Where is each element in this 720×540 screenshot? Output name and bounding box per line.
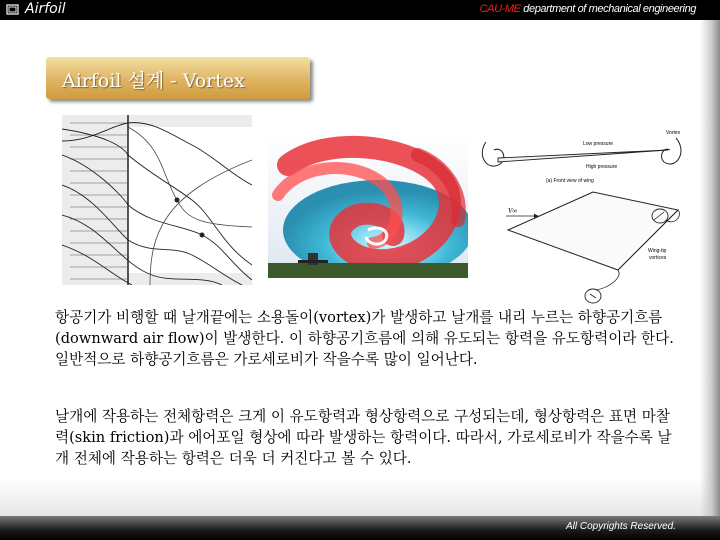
- slide-title: Airfoil 설계 - Vortex: [62, 70, 245, 92]
- header-bar: [0, 0, 720, 20]
- department-accent: CAU-ME: [479, 3, 521, 15]
- wingtip-vortex-photo: [268, 135, 468, 278]
- wing-caption: (a) Front view of wing: [546, 178, 594, 184]
- slide-title-box: [46, 57, 310, 99]
- wing-label-v: V∞: [508, 207, 518, 215]
- header-title: Airfoil: [25, 1, 66, 17]
- wing-vortex-schematic: [478, 120, 688, 305]
- paragraph-total-drag: 날개에 작용하는 전체항력은 크게 이 유도항력과 형상항력으로 구성되는데, 형상항력은 표면 마찰력(skin friction)과 에어포일 형상에 따라 발생하는 항력이다. 따라서, 가로세로비가 작을수록 날개 전체에 작용하는 항력은 더욱 더 커진다고 볼 수 있다.: [55, 408, 672, 467]
- wing-label-tip2: vortices: [649, 255, 667, 261]
- slide-right-edge: [700, 20, 720, 540]
- wing-label-high: High pressure: [586, 164, 618, 170]
- header-department: [480, 3, 696, 15]
- copyright-text: All Copyrights Reserved.: [565, 521, 676, 532]
- wing-label-low: Low pressure: [583, 141, 614, 147]
- paragraph-induced-drag: 항공기가 비행할 때 날개끝에는 소용돌이(vortex)가 발생하고 날개를 내리 누르는 하향공기흐름(downward air flow)이 발생한다. 이 하향공기흐름에 의해 유도되는 항력을 유도항력이라 한다. 일반적으로 하향공기흐름은 가로세로비가 작을수록 많이 일어난다.: [55, 309, 674, 368]
- wing-label-tip: Wing-tip: [648, 248, 667, 254]
- wing-label-vortex: Vortex: [666, 130, 681, 136]
- wake-flow-diagram: [62, 115, 252, 285]
- slide-icon: [6, 3, 20, 17]
- department-rest: department of mechanical engineering: [520, 3, 696, 15]
